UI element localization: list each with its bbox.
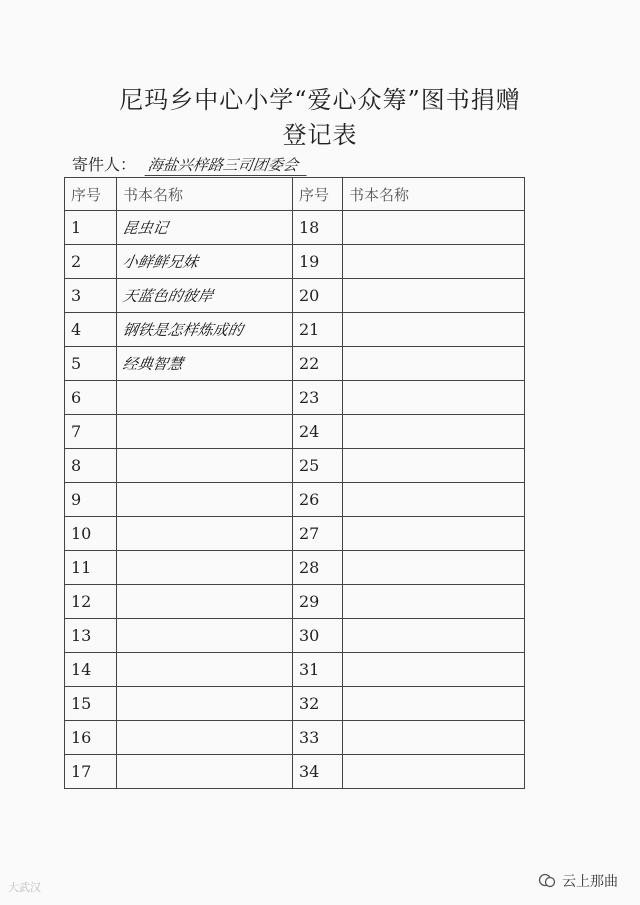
seq-cell — [65, 279, 117, 313]
seq-cell — [65, 687, 117, 721]
seq-cell-text: 5 — [71, 354, 82, 373]
seq-cell — [293, 755, 343, 789]
table-row — [65, 687, 525, 721]
seq-cell-text: 34 — [299, 762, 320, 781]
seq-cell-text: 31 — [299, 660, 320, 679]
table-row — [65, 211, 525, 245]
footer-brand — [538, 871, 618, 891]
book-cell — [343, 517, 525, 551]
seq-cell — [65, 415, 117, 449]
sender-value: 海盐兴梓路三司团委会 — [144, 154, 309, 176]
seq-cell-text: 22 — [299, 354, 320, 373]
table-row — [65, 449, 525, 483]
seq-cell-text: 21 — [299, 320, 320, 339]
seq-cell-text: 17 — [71, 762, 92, 781]
seq-cell — [293, 619, 343, 653]
seq-cell-text: 18 — [299, 218, 320, 237]
seq-cell-text: 16 — [71, 728, 92, 747]
seq-cell-text: 19 — [299, 252, 320, 271]
seq-cell-text: 32 — [299, 694, 320, 713]
table-row — [65, 721, 525, 755]
seq-cell — [65, 211, 117, 245]
seq-cell — [65, 245, 117, 279]
seq-cell-text: 23 — [299, 388, 320, 407]
book-cell — [343, 211, 525, 245]
book-cell — [343, 653, 525, 687]
seq-cell — [293, 585, 343, 619]
seq-cell-text: 29 — [299, 592, 320, 611]
sender-label: 寄件人： — [72, 155, 137, 174]
seq-cell-text: 30 — [299, 626, 320, 645]
book-cell — [343, 585, 525, 619]
table-row — [65, 653, 525, 687]
book-cell — [117, 483, 293, 517]
seq-cell-text: 1 — [71, 218, 82, 237]
seq-cell — [293, 347, 343, 381]
table-row — [65, 279, 525, 313]
book-cell — [117, 415, 293, 449]
seq-cell — [65, 313, 117, 347]
header-seq-left: 序号 — [65, 178, 117, 211]
seq-cell — [65, 483, 117, 517]
book-cell — [343, 483, 525, 517]
seq-cell — [293, 211, 343, 245]
book-cell — [117, 313, 293, 347]
book-cell-text: 经典智慧 — [121, 355, 185, 373]
seq-cell — [65, 381, 117, 415]
seq-cell — [293, 653, 343, 687]
seq-cell-text: 13 — [71, 626, 92, 645]
table-row — [65, 245, 525, 279]
seq-cell — [65, 653, 117, 687]
book-cell — [117, 517, 293, 551]
seq-cell — [293, 721, 343, 755]
book-cell — [343, 755, 525, 789]
brand-name: 云上那曲 — [562, 874, 618, 890]
wechat-icon — [538, 873, 556, 889]
header-book-right: 书本名称 — [343, 178, 525, 211]
document-title: 尼玛乡中心小学“爱心众筹”图书捐赠 — [119, 86, 521, 114]
seq-cell — [65, 585, 117, 619]
seq-cell-text: 14 — [71, 660, 92, 679]
book-cell — [343, 347, 525, 381]
seq-cell-text: 11 — [71, 558, 92, 577]
book-cell — [117, 619, 293, 653]
seq-cell-text: 33 — [299, 728, 320, 747]
book-cell — [117, 551, 293, 585]
seq-cell-text: 9 — [71, 490, 82, 509]
book-cell-text: 昆虫记 — [121, 219, 170, 237]
seq-cell-text: 12 — [71, 592, 92, 611]
seq-cell-text: 24 — [299, 422, 320, 441]
book-cell — [343, 449, 525, 483]
seq-cell — [65, 619, 117, 653]
book-cell — [343, 279, 525, 313]
seq-cell — [65, 347, 117, 381]
book-cell — [117, 721, 293, 755]
book-cell — [117, 449, 293, 483]
seq-cell-text: 4 — [71, 320, 82, 339]
seq-cell-text: 8 — [71, 456, 82, 475]
seq-cell-text: 10 — [71, 524, 92, 543]
book-cell-text: 天蓝色的彼岸 — [121, 287, 215, 305]
table-row — [65, 585, 525, 619]
seq-cell — [293, 381, 343, 415]
book-cell-text: 钢铁是怎样炼成的 — [121, 321, 245, 339]
seq-cell-text: 15 — [71, 694, 92, 713]
table-row — [65, 313, 525, 347]
seq-cell — [65, 755, 117, 789]
seq-cell — [293, 483, 343, 517]
book-cell — [343, 721, 525, 755]
book-cell — [117, 381, 293, 415]
book-cell — [117, 585, 293, 619]
table-row — [65, 755, 525, 789]
book-cell — [117, 653, 293, 687]
donation-register-table — [64, 177, 525, 789]
book-cell — [343, 687, 525, 721]
seq-cell — [65, 517, 117, 551]
seq-cell — [65, 449, 117, 483]
book-cell — [117, 211, 293, 245]
header-book-left: 书本名称 — [117, 178, 293, 211]
table-row — [65, 347, 525, 381]
seq-cell — [293, 245, 343, 279]
seq-cell — [293, 415, 343, 449]
book-cell — [343, 245, 525, 279]
seq-cell-text: 2 — [71, 252, 82, 271]
seq-cell-text: 6 — [71, 388, 82, 407]
book-cell — [343, 313, 525, 347]
document-subtitle: 登记表 — [282, 121, 358, 149]
book-cell — [343, 551, 525, 585]
seq-cell — [293, 517, 343, 551]
table-row — [65, 517, 525, 551]
table-row — [65, 381, 525, 415]
seq-cell — [65, 721, 117, 755]
book-cell — [343, 619, 525, 653]
sender-line — [72, 152, 308, 176]
seq-cell-text: 26 — [299, 490, 320, 509]
seq-cell-text: 27 — [299, 524, 320, 543]
book-cell — [343, 381, 525, 415]
seq-cell — [293, 687, 343, 721]
watermark: 大武汉 — [8, 881, 41, 894]
table-header-row — [65, 178, 525, 211]
seq-cell-text: 3 — [71, 286, 82, 305]
book-cell — [117, 755, 293, 789]
seq-cell — [293, 449, 343, 483]
book-cell — [117, 687, 293, 721]
book-cell — [117, 245, 293, 279]
seq-cell — [293, 551, 343, 585]
seq-cell — [293, 313, 343, 347]
seq-cell-text: 25 — [299, 456, 320, 475]
table-row — [65, 551, 525, 585]
seq-cell-text: 20 — [299, 286, 320, 305]
book-cell — [117, 279, 293, 313]
seq-cell — [65, 551, 117, 585]
seq-cell-text: 7 — [71, 422, 82, 441]
book-cell — [117, 347, 293, 381]
header-seq-right: 序号 — [293, 178, 343, 211]
book-cell — [343, 415, 525, 449]
seq-cell — [293, 279, 343, 313]
book-cell-text: 小鲜鲜兄妹 — [121, 253, 200, 271]
table-row — [65, 483, 525, 517]
table-row — [65, 619, 525, 653]
table-row — [65, 415, 525, 449]
seq-cell-text: 28 — [299, 558, 320, 577]
